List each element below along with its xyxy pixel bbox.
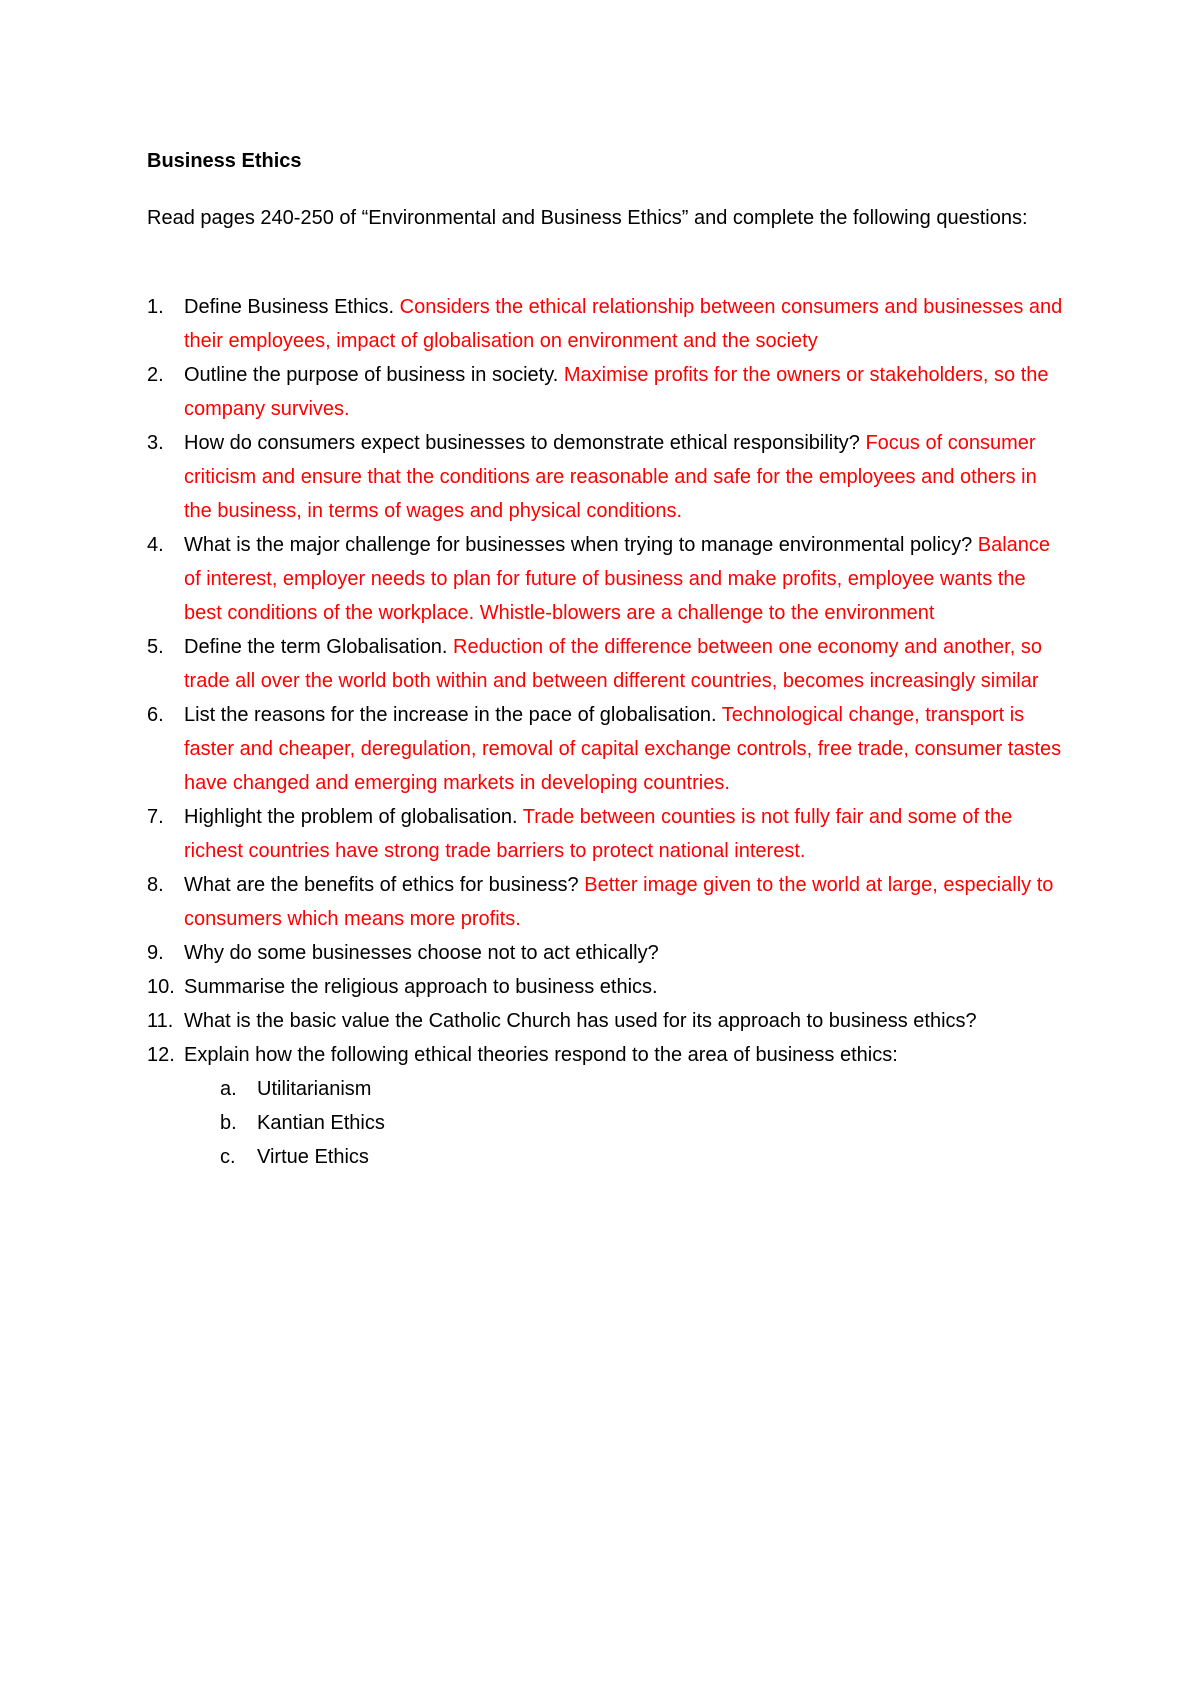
- answer-text: Reduction of the difference between one economy and another, so trade all over the world both within and between different countries, becomes increasingly similar: [184, 636, 1042, 692]
- question-text: What are the benefits of ethics for business?: [184, 874, 579, 896]
- question-number: 9.: [147, 942, 164, 964]
- question-item: [147, 630, 1067, 698]
- document-intro: Read pages 240-250 of “Environmental and Business Ethics” and complete the following questions:: [147, 207, 1028, 229]
- theory-sublist: [184, 1072, 1067, 1174]
- question-item: [147, 970, 1067, 1004]
- question-number: 5.: [147, 636, 164, 658]
- question-number: 3.: [147, 432, 164, 454]
- theory-label: c.: [220, 1146, 236, 1168]
- theory-label: b.: [220, 1112, 237, 1134]
- question-item: [147, 698, 1067, 800]
- question-number: 11.: [147, 1010, 174, 1032]
- question-number: 4.: [147, 534, 164, 556]
- question-text: Why do some businesses choose not to act ethically?: [184, 942, 659, 964]
- question-item: [147, 426, 1067, 528]
- question-text: Explain how the following ethical theories respond to the area of business ethics:: [184, 1044, 898, 1066]
- question-item: [147, 800, 1067, 868]
- question-number: 10.: [147, 976, 175, 998]
- question-text: What is the basic value the Catholic Church has used for its approach to business ethics?: [184, 1010, 977, 1032]
- answer-text: Balance of interest, employer needs to plan for future of business and make profits, employee wants the best conditions of the workplace. Whistle-blowers are a challenge to the environment: [184, 534, 1051, 624]
- question-text: List the reasons for the increase in the pace of globalisation.: [184, 704, 717, 726]
- question-item: [147, 290, 1067, 358]
- question-text: How do consumers expect businesses to demonstrate ethical responsibility?: [184, 432, 860, 454]
- question-number: 6.: [147, 704, 164, 726]
- theory-item: [184, 1140, 1067, 1174]
- question-item: [147, 936, 1067, 970]
- question-text: Define Business Ethics.: [184, 296, 395, 318]
- question-text: Outline the purpose of business in society.: [184, 364, 559, 386]
- question-text: Highlight the problem of globalisation.: [184, 806, 518, 828]
- theory-text: Utilitarianism: [257, 1078, 372, 1100]
- question-text: Define the term Globalisation.: [184, 636, 448, 658]
- question-item: [147, 1004, 1067, 1038]
- question-item: [147, 358, 1067, 426]
- document-title: Business Ethics: [147, 150, 302, 172]
- question-number: 8.: [147, 874, 164, 896]
- question-item: [147, 1038, 1067, 1174]
- answer-text: Considers the ethical relationship between consumers and businesses and their employees, impact of globalisation on environment and the society: [184, 296, 1063, 352]
- question-number: 7.: [147, 806, 164, 828]
- theory-text: Virtue Ethics: [257, 1146, 369, 1168]
- question-number: 1.: [147, 296, 164, 318]
- question-item: [147, 868, 1067, 936]
- question-text: What is the major challenge for businesses when trying to manage environmental policy?: [184, 534, 973, 556]
- answer-text: Technological change, transport is faster and cheaper, deregulation, removal of capital exchange controls, free trade, consumer tastes have changed and emerging markets in developing countries.: [184, 704, 1062, 794]
- question-list: [147, 290, 1067, 1174]
- theory-item: [184, 1106, 1067, 1140]
- question-item: [147, 528, 1067, 630]
- answer-text: Trade between counties is not fully fair and some of the richest countries have strong trade barriers to protect national interest.: [184, 806, 1013, 862]
- question-text: Summarise the religious approach to business ethics.: [184, 976, 658, 998]
- answer-text: Better image given to the world at large, especially to consumers which means more profits.: [184, 874, 1054, 930]
- theory-item: [184, 1072, 1067, 1106]
- question-number: 12.: [147, 1044, 175, 1066]
- question-number: 2.: [147, 364, 164, 386]
- theory-text: Kantian Ethics: [257, 1112, 385, 1134]
- theory-label: a.: [220, 1078, 237, 1100]
- answer-text: Focus of consumer criticism and ensure that the conditions are reasonable and safe for the employees and others in the business, in terms of wages and physical conditions.: [184, 432, 1037, 522]
- answer-text: Maximise profits for the owners or stakeholders, so the company survives.: [184, 364, 1049, 420]
